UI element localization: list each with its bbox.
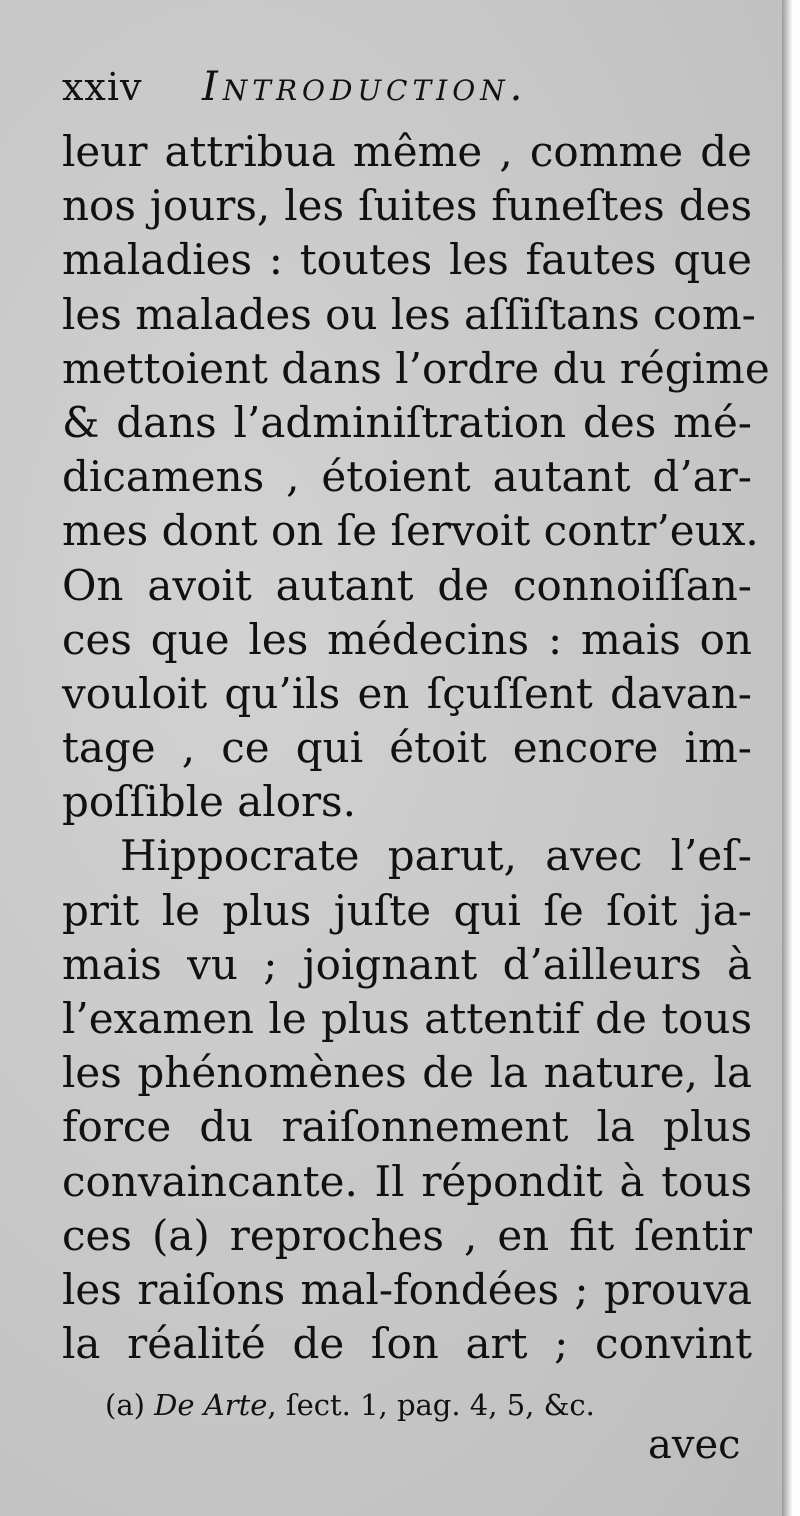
text-line: convaincante. Il répondit à tous — [62, 1156, 752, 1206]
text-line: & dans l’adminiſtration des mé- — [62, 397, 752, 447]
footnote — [105, 1385, 725, 1425]
footnote-reference: , ſect. 1, pag. 4, 5, &c. — [267, 1388, 595, 1422]
running-title: Introduction. — [202, 64, 528, 110]
text-line: vouloit qu’ils en ſçuſſent davan- — [62, 668, 752, 718]
body-text — [62, 125, 770, 1371]
text-line: la réalité de ſon art ; convint — [62, 1319, 752, 1369]
text-line: dicamens , étoient autant d’ar- — [62, 452, 752, 502]
text-line: leur attribua même , comme de — [62, 127, 752, 176]
text-line: force du raiſonnement la plus — [62, 1102, 752, 1152]
text-line: les raiſons mal-fondées ; prouva — [62, 1264, 752, 1314]
text-line: mais vu ; joignant d’ailleurs à — [62, 939, 752, 989]
text-line: prit le plus juſte qui ſe ſoit ja- — [62, 885, 752, 935]
text-line: les malades ou les aſſiſtans com- — [62, 289, 756, 339]
catchword: avec — [648, 1422, 741, 1468]
text-line: ces (a) reproches , en fit ſentir — [62, 1210, 752, 1260]
text-line: les phénomènes de la nature, la — [62, 1048, 752, 1098]
text-line: mes dont on ſe ſervoit contr’eux. — [62, 506, 759, 556]
page-edge — [782, 0, 800, 1516]
text-line: nos jours, les ſuites funeſtes des — [62, 181, 752, 231]
text-line: tage , ce qui étoit encore im- — [62, 723, 752, 773]
text-line: On avoit autant de connoiſſan- — [62, 560, 752, 610]
text-line: mettoient dans l’ordre du régime — [62, 343, 770, 393]
text-line: ces que les médecins : mais on — [62, 614, 752, 664]
footnote-source: De Arte — [154, 1388, 268, 1422]
page-number: xxiv — [62, 65, 143, 109]
text-line: poſſible alors. — [62, 777, 356, 827]
text-line: Hippocrate parut, avec l’eſ- — [120, 831, 752, 881]
text-line: maladies : toutes les fautes que — [62, 235, 752, 285]
text-line: l’examen le plus attentif de tous — [62, 994, 752, 1043]
footnote-marker: (a) — [105, 1388, 145, 1422]
page-header — [62, 62, 762, 112]
